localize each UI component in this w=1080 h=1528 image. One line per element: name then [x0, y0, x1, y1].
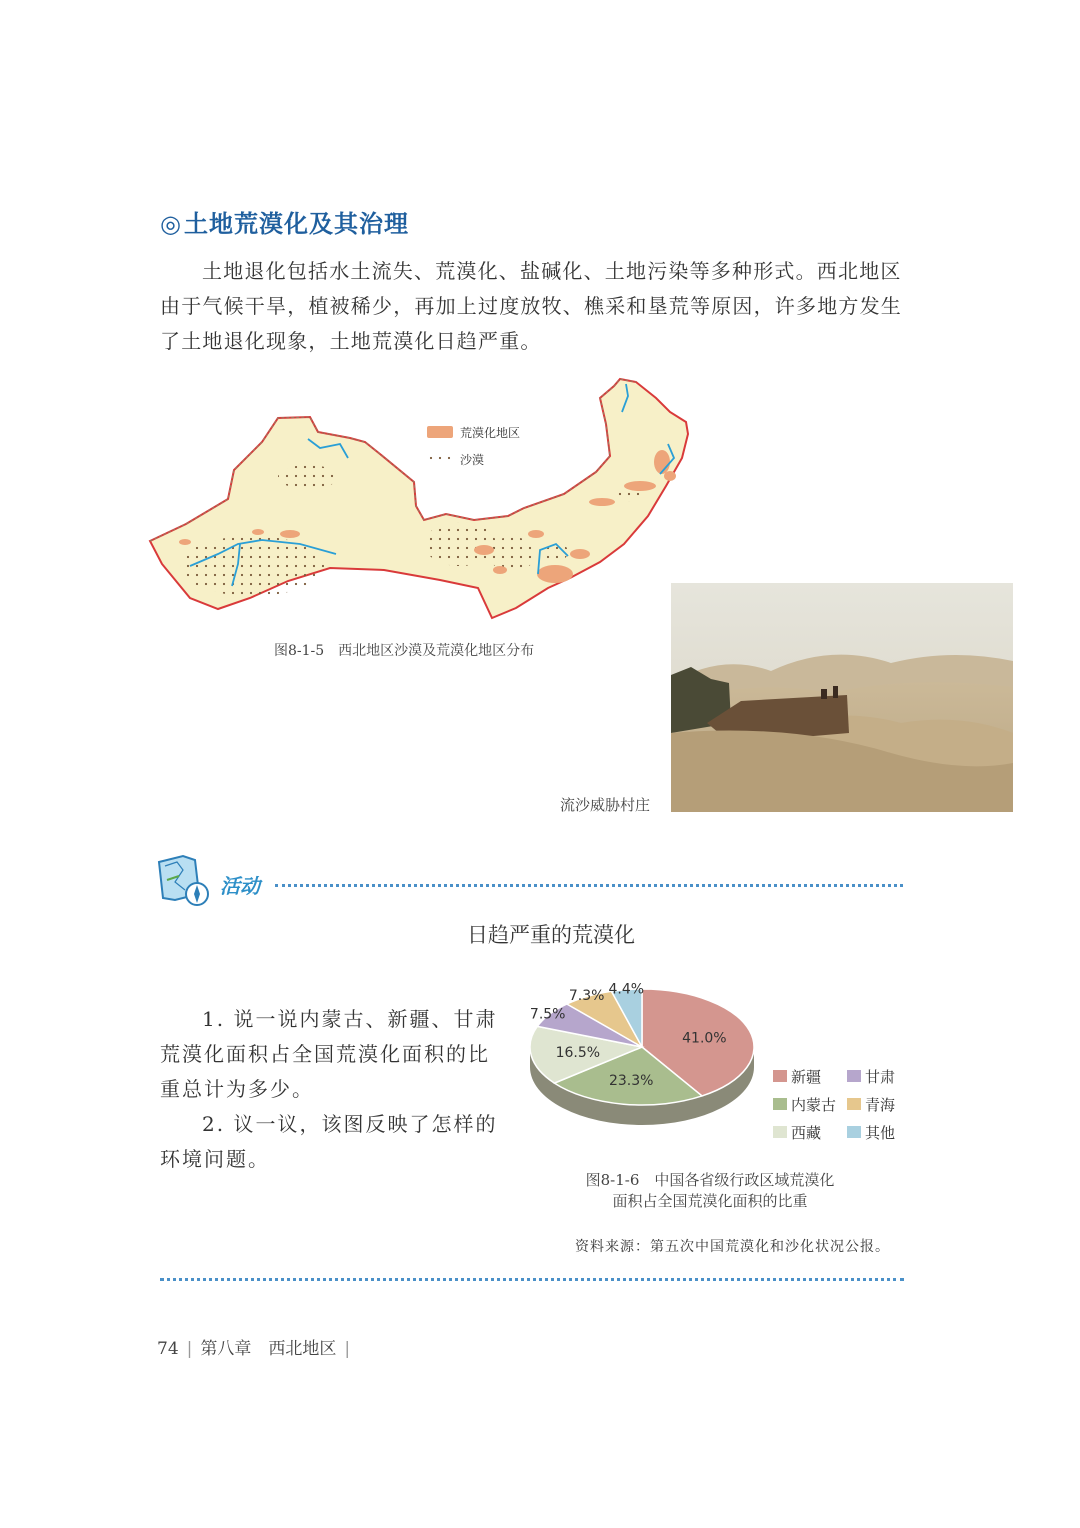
- legend-swatch-0: [773, 1070, 787, 1082]
- northwest-desert-map: [140, 374, 700, 639]
- legend-label-5: 其他: [865, 1124, 896, 1142]
- source-note: 资料来源：第五次中国荒漠化和沙化状况公报。: [575, 1239, 890, 1255]
- desertification-pie-chart: [510, 975, 910, 1165]
- legend-label-2: 西藏: [791, 1124, 822, 1142]
- legend-desert-swatch: [427, 453, 453, 465]
- legend-swatch-1: [773, 1098, 787, 1110]
- pie-legend: [773, 1068, 895, 1142]
- pie-label-2: 16.5%: [555, 1045, 601, 1062]
- quicksand-village-photo: [671, 583, 1013, 812]
- desert-gurbantunggut: [278, 465, 338, 489]
- activity-title: 日趋严重的荒漠化: [467, 923, 635, 947]
- legend-label-1: 内蒙古: [791, 1096, 837, 1114]
- question-2: 2. 议一议，该图反映了怎样的环境问题。: [160, 1112, 498, 1171]
- question-1: 1. 说一说内蒙古、新疆、甘肃荒漠化面积占全国荒漠化面积的比重总计为多少。: [160, 1007, 498, 1101]
- map-caption: 图8-1-5 西北地区沙漠及荒漠化地区分布: [274, 643, 535, 659]
- bottom-dotted-rule: [160, 1278, 904, 1281]
- page-footer: 74 | 第八章 西北地区 |: [157, 1339, 351, 1359]
- pie-caption-line1: 图8-1-6 中国各省级行政区域荒漠化: [585, 1171, 835, 1189]
- legend-swatch-3: [847, 1070, 861, 1082]
- section-heading: [160, 204, 409, 239]
- activity-dotted-rule: [275, 884, 903, 887]
- intro-paragraph: 土地退化包括水土流失、荒漠化、盐碱化、土地污染等多种形式。西北地区由于气候干旱，植被稀少，再加上过度放牧、樵采和垦荒等原因，许多地方发生了土地退化现象，土地荒漠化日趋严重。: [160, 259, 902, 353]
- photo-caption: 流沙威胁村庄: [560, 796, 651, 814]
- pie-caption-line2: 面积占全国荒漠化面积的比重: [612, 1192, 808, 1210]
- chapter-title: 第八章 西北地区: [200, 1339, 337, 1359]
- pie-caption: [560, 1170, 860, 1212]
- desert-tengger: [488, 537, 536, 571]
- legend-desertified-swatch: [427, 426, 453, 438]
- pie-label-4: 7.3%: [568, 988, 605, 1005]
- section-mark: ◎: [160, 210, 182, 238]
- pie-label-3: 7.5%: [529, 1006, 566, 1023]
- pie-label-5: 4.4%: [608, 981, 645, 998]
- legend-desertified-label: 荒漠化地区: [460, 426, 521, 440]
- map-compass-icon: [155, 852, 217, 910]
- section-title: 土地荒漠化及其治理: [183, 210, 409, 238]
- legend-label-3: 甘肃: [865, 1068, 896, 1086]
- desert-badain-jaran: [424, 522, 496, 566]
- legend-label-0: 新疆: [791, 1068, 822, 1086]
- pie-label-0: 41.0%: [682, 1030, 727, 1047]
- legend-label-4: 青海: [865, 1096, 896, 1114]
- legend-swatch-5: [847, 1126, 861, 1138]
- activity-label: 活动: [220, 874, 260, 898]
- legend-swatch-4: [847, 1098, 861, 1110]
- activity-questions: [160, 1002, 500, 1177]
- legend-desert-label: 沙漠: [460, 453, 485, 467]
- page-number: 74: [157, 1339, 179, 1359]
- pie-label-1: 23.3%: [608, 1073, 654, 1090]
- legend-swatch-2: [773, 1126, 787, 1138]
